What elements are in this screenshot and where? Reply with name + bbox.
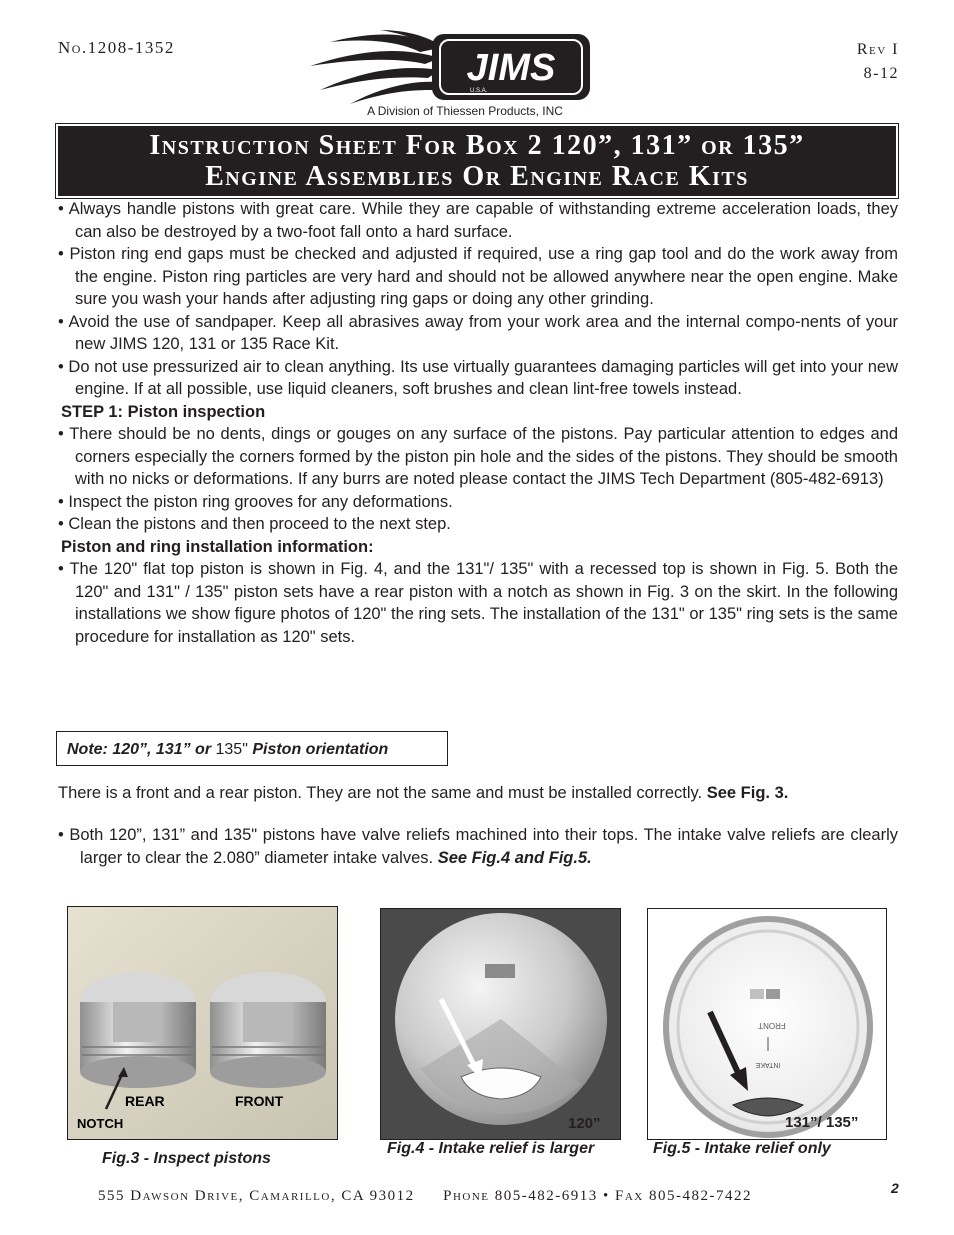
figure-4-caption: Fig.4 - Intake relief is larger [387,1140,595,1157]
front-piston [210,972,326,1088]
rear-piston [80,972,196,1088]
figure-3-caption: Fig.3 - Inspect pistons [102,1150,271,1167]
stamp-front: FRONT [758,1021,786,1030]
logo-wordmark: JIMS [466,47,556,89]
title-line-1: Instruction Sheet For Box 2 120”, 131” or 135” [149,130,805,161]
logo-sub: U.S.A. [470,88,488,94]
note-suffix: Piston orientation [252,741,389,758]
stamp-intake: INTAKE [755,1061,781,1068]
label-notch: NOTCH [77,1116,124,1131]
bullet-inspect-dents: • There should be no dents, dings or gouges on any surface of the pistons. Pay particular attention to edges and corners especially the corners formed by the piston pin hole and the sides of the pistons. They should be smooth with no nicks or deformations. If any burrs are noted please contact the JIMS Tech Department (805-482-6913) [58,425,898,488]
bullet-clean-pistons: • Clean the pistons and then proceed to the next step. [58,515,451,533]
note-middle: 135" [215,741,253,758]
label-120: 120” [568,1115,601,1132]
footer-contact: Phone 805-482-6913 • Fax 805-482-7422 [443,1188,752,1204]
bullet-sandpaper: • Avoid the use of sandpaper. Keep all abrasives away from your work area and the internal compo-nents of your new JIMS 120, 131 or 135 Race Kit. [58,312,898,353]
valve-see: See Fig.4 and Fig.5. [437,848,592,867]
valve-text: • Both 120”, 131” and 135" pistons have valve reliefs machined into their tops. The intake valve reliefs are clearly larger to clear the 2.080” diameter intake valves. [58,826,898,867]
revision-label: Rev I [856,41,899,58]
note-box [56,731,448,766]
revision-block [857,38,899,86]
footer-address: 555 Dawson Drive, Camarillo, CA 93012 [98,1188,415,1204]
figure-3-photo [67,906,338,1140]
footer [98,1188,752,1205]
label-front: FRONT [235,1093,284,1109]
bullet-pressurized-air: • Do not use pressurized air to clean anything. Its use virtually guarantees damaging particles will get into your new engine. If at all possible, use liquid cleaners, soft brushes and clean lint-free towels instead. [58,357,898,398]
title-line-2: Engine Assemblies Or Engine Race Kits [205,161,749,192]
revision-date: 8-12 [863,65,899,82]
figure-5-photo [647,908,887,1140]
step1-heading: STEP 1: Piston inspection [61,402,266,421]
ring-info-heading: Piston and ring installation information: [61,537,374,556]
figure-5-caption: Fig.5 - Intake relief only [653,1140,831,1157]
bullet-ring-gaps: • Piston ring end gaps must be checked and adjusted if required, use a ring gap tool and do the work away from the engine. Piston ring particles are very hard and should not be allowed anywhere near the open engine. Make sure you wash your hands after adjusting ring gaps or doing any other grinding. [58,245,898,308]
jims-logo [300,28,600,108]
intro-section [58,198,898,648]
bullet-valve-reliefs [58,824,898,869]
note-prefix: Note: 120”, 131” or [67,741,216,758]
valve-relief-paragraph [58,824,898,869]
figure-4-photo [380,908,621,1140]
orientation-paragraph [58,782,898,805]
document-number: No.1208-1352 [58,38,175,57]
bullet-ring-info: • The 120" flat top piston is shown in Fig. 4, and the 131"/ 135" with a recessed top is shown in Fig. 5. Both the 120" and 131" / 135" piston sets have a rear piston with a notch as shown in Fig. 3 on the skirt. In the following installations we show figure photos of 120" the ring sets. The installation of the 131" or 135" ring sets is the same procedure for installation as 120" sets. [58,560,898,646]
title-banner [58,126,896,196]
orientation-see: See Fig. 3. [706,784,789,802]
bullet-handle-care: • Always handle pistons with great care. While they are capable of withstanding extreme acceleration loads, they can also be destroyed by a two-foot fall onto a hard surface. [58,200,898,241]
page-number: 2 [891,1180,899,1196]
bullet-inspect-grooves: • Inspect the piston ring grooves for any deformations. [58,492,453,511]
label-131-135: 131”/ 135” [785,1114,859,1131]
orientation-text: There is a front and a rear piston. They are not the same and must be installed correctly. [58,784,707,802]
label-rear: REAR [125,1093,165,1109]
division-line: A Division of Thiessen Products, INC [367,104,563,118]
